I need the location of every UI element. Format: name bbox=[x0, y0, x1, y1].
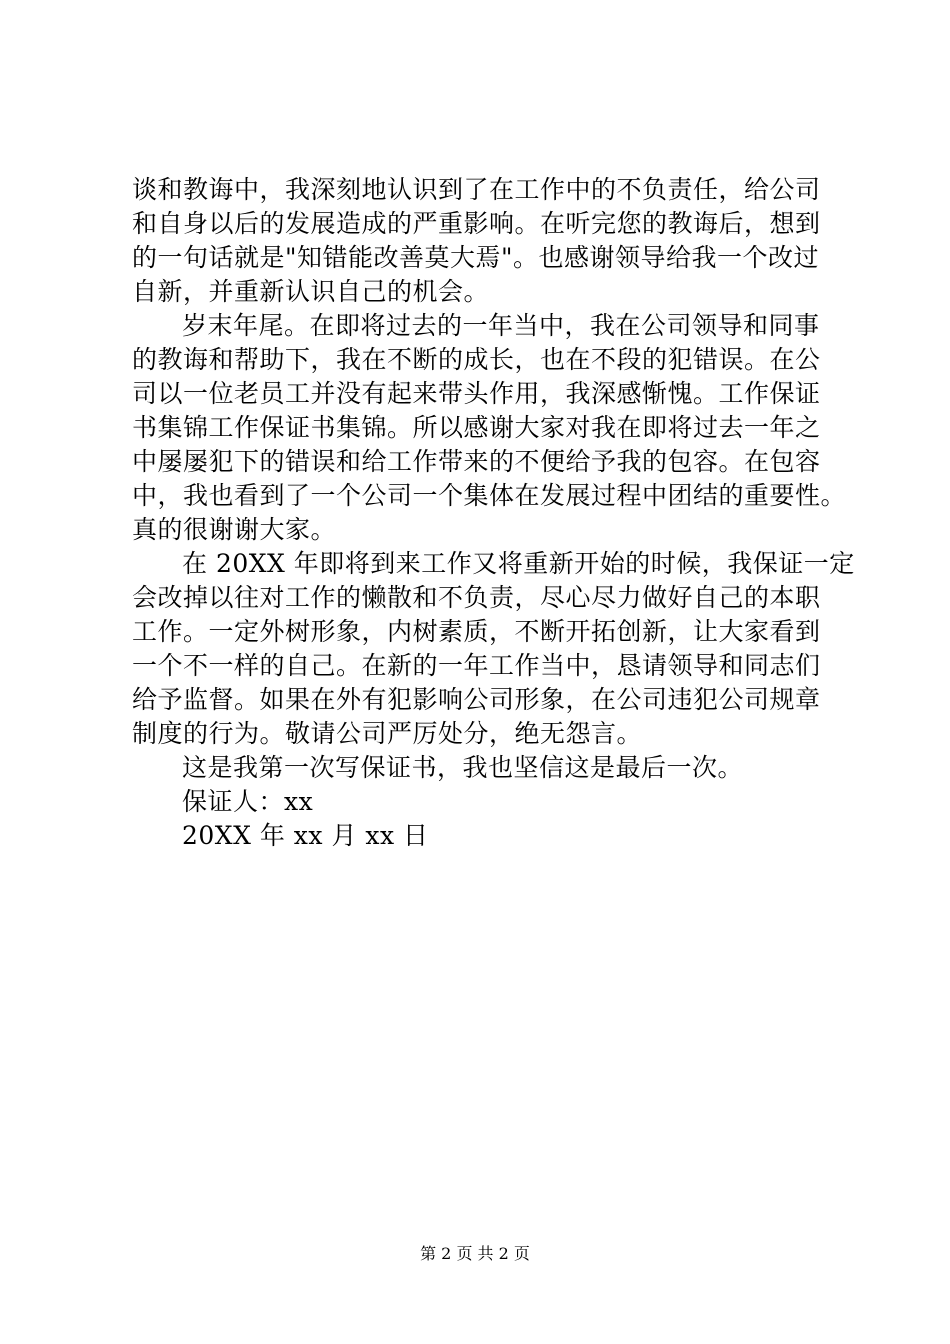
closing-statement: 这是我第一次写保证书，我也坚信这是最后一次。 bbox=[182, 753, 744, 782]
paragraph-2-line-5: 中屡屡犯下的错误和给工作带来的不便给予我的包容。在包容 bbox=[132, 447, 821, 476]
date-line: 20XX 年 xx 月 xx 日 bbox=[182, 821, 429, 850]
paragraph-2-line-1: 岁末年尾。在即将过去的一年当中，我在公司领导和同事 bbox=[182, 311, 820, 340]
paragraph-3-line-6: 制度的行为。敬请公司严厉处分，绝无怨言。 bbox=[132, 719, 643, 748]
paragraph-2-line-3: 司以一位老员工并没有起来带头作用，我深感惭愧。工作保证 bbox=[132, 379, 821, 408]
paragraph-3-line-4: 一个不一样的自己。在新的一年工作当中，恳请领导和同志们 bbox=[132, 651, 821, 680]
paragraph-2-line-7: 真的很谢谢大家。 bbox=[132, 515, 337, 544]
paragraph-3-line-2: 会改掉以往对工作的懒散和不负责，尽心尽力做好自己的本职 bbox=[132, 583, 821, 612]
paragraph-1-line-4: 自新，并重新认识自己的机会。 bbox=[132, 277, 490, 306]
paragraph-3-line-1: 在 20XX 年即将到来工作又将重新开始的时候，我保证一定 bbox=[182, 549, 855, 578]
paragraph-1-line-3: 的一句话就是"知错能改善莫大焉"。也感谢领导给我一个改过 bbox=[132, 243, 820, 272]
signature-line: 保证人：xx bbox=[182, 787, 314, 816]
paragraph-2-line-4: 书集锦工作保证书集锦。所以感谢大家对我在即将过去一年之 bbox=[132, 413, 821, 442]
paragraph-3-line-5: 给予监督。如果在外有犯影响公司形象，在公司违犯公司规章 bbox=[132, 685, 821, 714]
paragraph-3-line-3: 工作。一定外树形象，内树素质，不断开拓创新，让大家看到 bbox=[132, 617, 821, 646]
paragraph-2-line-6: 中，我也看到了一个公司一个集体在发展过程中团结的重要性。 bbox=[132, 481, 847, 510]
paragraph-1-line-1: 谈和教诲中，我深刻地认识到了在工作中的不负责任，给公司 bbox=[132, 175, 821, 204]
paragraph-1-line-2: 和自身以后的发展造成的严重影响。在听完您的教诲后，想到 bbox=[132, 209, 821, 238]
page-footer: 第 2 页 共 2 页 bbox=[420, 1244, 530, 1263]
paragraph-2-line-2: 的教诲和帮助下，我在不断的成长，也在不段的犯错误。在公 bbox=[132, 345, 821, 374]
